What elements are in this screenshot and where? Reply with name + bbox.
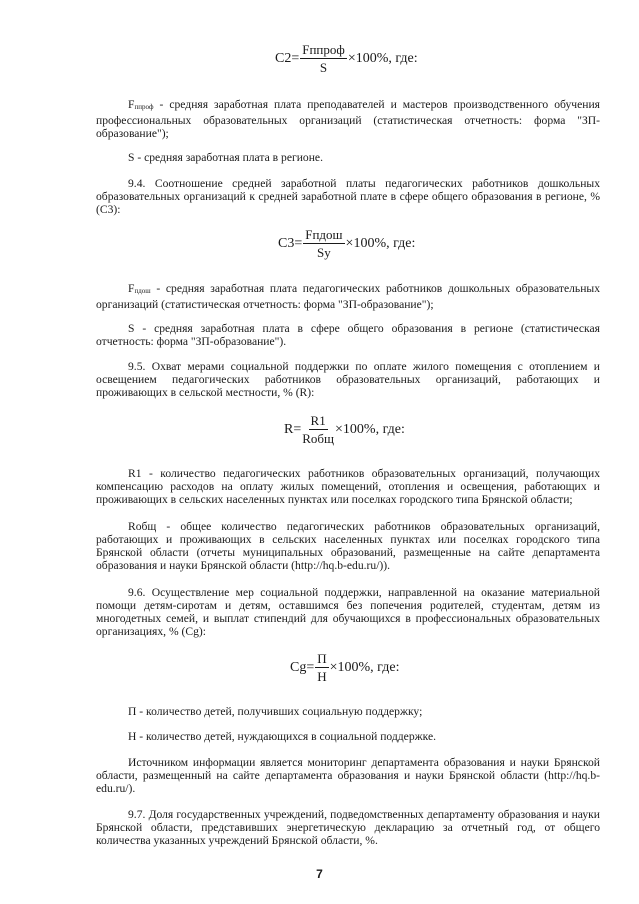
definition-text: - средняя заработная плата преподавателей и мастеров производственного обучения профессиональных образовательных организаций (статистическая отчетность: форма "ЗП-образование"); (96, 98, 600, 140)
definition-fpdosh (96, 282, 600, 311)
formula-c3-denominator: Sy (317, 245, 331, 260)
formula-r (284, 413, 405, 446)
symbol-subscript: ппроф (134, 103, 154, 111)
symbol-f: F (128, 282, 135, 295)
formula-r-fraction (302, 413, 334, 446)
formula-c3-numerator: Fпдош (305, 227, 343, 242)
section-9-6: 9.6. Осуществление мер социальной поддержки, направленной на оказание материальной помощи детям-сиротам и детям, оставшимся без попечения родителей, студентам, детям из многодетных семей, и выплат стипендий для обучающихся в профессиональных образовательных организациях, % (Cg): (96, 586, 600, 638)
definition-n: Н - количество детей, нуждающихся в социальной поддержке. (128, 730, 437, 743)
formula-c2-rhs: ×100%, где: (347, 51, 418, 66)
definition-r1: R1 - количество педагогических работников образовательных организаций, получающих компенсацию расходов на оплату жилых помещений, отопления и освещения, работающих и проживающих в сельских населенных пунктах или поселках городского типа Брянской области; (96, 467, 600, 506)
definition-s-general: S - средняя заработная плата в сфере общего образования в регионе (статистическая отчетность: форма "ЗП-образование"). (96, 322, 600, 348)
formula-cg-fraction (315, 651, 328, 684)
formula-r-lhs: R= (284, 422, 302, 437)
formula-c2-fraction (300, 42, 347, 75)
section-9-7: 9.7. Доля государственных учреждений, подведомственных департаменту образования и науки Брянской области, представивших энергетическую декларацию за отчетный год, от общего количества указанных учреждений Брянской области, %. (96, 808, 600, 847)
section-9-5: 9.5. Охват мерами социальной поддержки по оплате жилого помещения с отоплением и освещением педагогических работников образовательных организаций, работающих и проживающих в сельской местности, % (R): (96, 360, 600, 399)
formula-c3 (278, 227, 415, 260)
symbol-subscript: пдош (134, 287, 151, 295)
symbol-f: F (128, 98, 135, 111)
section-9-4: 9.4. Соотношение средней заработной платы педагогических работников дошкольных образовательных организаций к средней заработной плате в сфере общего образования в регионе, % (С3): (96, 177, 600, 216)
formula-c2 (275, 42, 418, 75)
formula-cg-rhs: ×100%, где: (329, 660, 400, 675)
formula-cg-lhs: Cg= (290, 660, 315, 675)
formula-r-denominator: Rобщ (302, 431, 335, 446)
formula-cg-denominator: Н (317, 669, 327, 684)
formula-cg (290, 651, 399, 684)
formula-c2-lhs: C2= (275, 51, 300, 66)
formula-cg-numerator: П (317, 651, 327, 666)
formula-c3-lhs: С3= (278, 236, 303, 251)
formula-c2-numerator: Fппроф (302, 42, 345, 57)
page-number: 7 (316, 867, 323, 881)
definition-robshch: Rобщ - общее количество педагогических работников образовательных организаций, работающих и проживающих в сельских населенных пунктах или поселках городского типа Брянской области (отчеты муниципальных образований, размещенные на сайте департамента образования и науки Брянской области (http://hq.b-edu.ru/)). (96, 520, 600, 572)
formula-r-numerator: R1 (310, 413, 326, 428)
definition-s-region: S - средняя заработная плата в регионе. (128, 151, 323, 164)
formula-r-rhs: ×100%, где: (335, 422, 405, 437)
formula-c3-fraction (303, 227, 344, 260)
definition-fpprof (96, 98, 600, 140)
definition-text: - средняя заработная плата педагогических работников дошкольных образовательных организаций (статистическая отчетность: форма "ЗП-образование"); (96, 282, 600, 311)
information-source: Источником информации является мониторинг департамента образования и науки Брянской области, размещенный на сайте департамента образования и науки Брянской области (http://hq.b-edu.ru/). (96, 756, 600, 795)
formula-c2-denominator: S (319, 60, 328, 75)
formula-c3-rhs: ×100%, где: (345, 236, 416, 251)
definition-p: П - количество детей, получивших социальную поддержку; (128, 705, 423, 718)
